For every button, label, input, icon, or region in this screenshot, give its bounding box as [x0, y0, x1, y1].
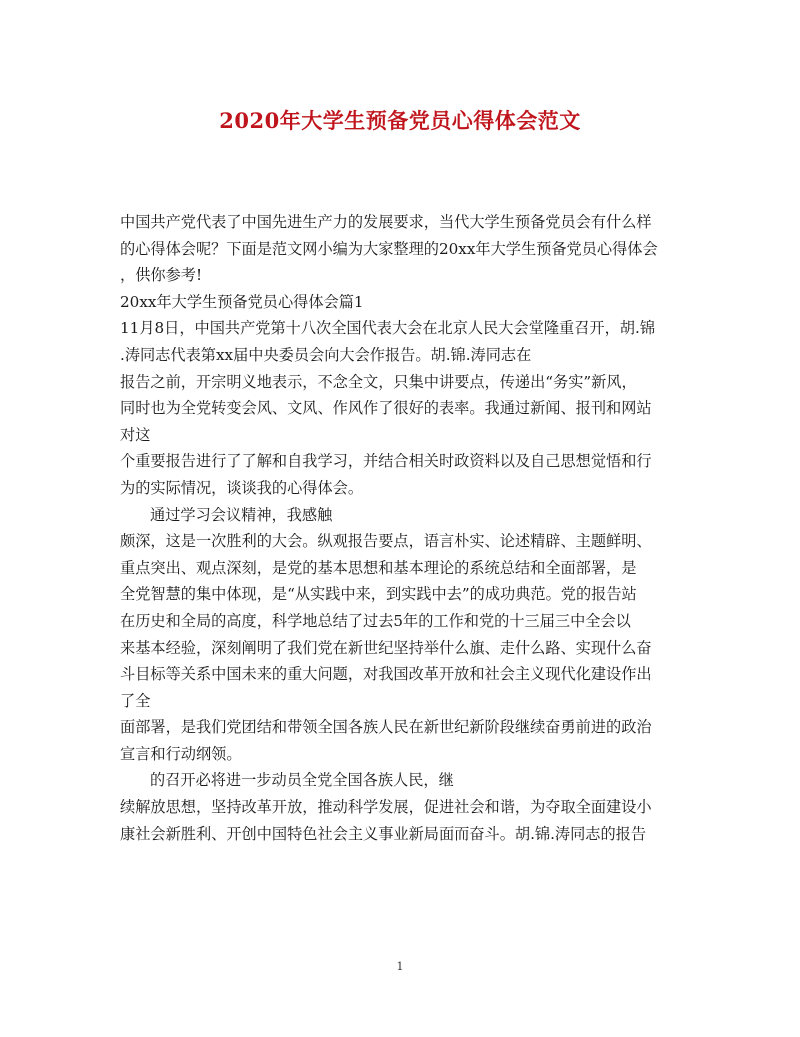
page-number: 1 — [396, 960, 404, 973]
text-line: 通过学习会议精神，我感触 — [150, 505, 333, 524]
text-line: 来基本经验，深刻阐明了我们党在新世纪坚持举什么旗、走什么路、实现什么奋 — [120, 638, 652, 657]
text-line: 同时也为全党转变会风、文风、作风作了很好的表率。我通过新闻、报刊和网站 — [120, 399, 652, 418]
text-line: 11月8日，中国共产党第十八次全国代表大会在北京人民大会堂隆重召开，胡.锦 — [120, 319, 656, 338]
text-line: 对这 — [120, 425, 151, 444]
document-body — [120, 209, 680, 847]
text-line: 面部署，是我们党团结和带领全国各族人民在新世纪新阶段继续奋勇前进的政治 — [120, 718, 652, 737]
text-line: 宣言和行动纲领。 — [120, 744, 242, 763]
text-line: 重点突出、观点深刻，是党的基本思想和基本理论的系统总结和全面部署，是 — [120, 558, 637, 577]
document-title: 2020年大学生预备党员心得体会范文 — [219, 108, 581, 133]
text-line: 的召开必将进一步动员全党全国各族人民，继 — [150, 771, 454, 790]
text-line: 了全 — [120, 691, 151, 710]
section-heading: 20xx年大学生预备党员心得体会篇1 — [120, 292, 364, 311]
text-line: ，供你参考! — [120, 266, 203, 285]
text-line: 中国共产党代表了中国先进生产力的发展要求，当代大学生预备党员会有什么样 — [120, 213, 652, 231]
text-line: 在历史和全局的高度，科学地总结了过去5年的工作和党的十三届三中全会以 — [120, 611, 631, 630]
text-line: 康社会新胜利、开创中国特色社会主义事业新局面而奋斗。胡.锦.涛同志的报告 — [120, 824, 647, 843]
text-line: .涛同志代表第xx届中央委员会向大会作报告。胡.锦.涛同志在 — [120, 345, 532, 364]
text-line: 全党智慧的集中体现，是“从实践中来，到实践中去”的成功典范。党的报告站 — [120, 585, 637, 604]
text-line: 报告之前，开宗明义地表示，不念全文，只集中讲要点，传递出“务实”新风， — [120, 372, 637, 391]
text-line: 的心得体会呢？下面是范文网小编为大家整理的20xx年大学生预备党员心得体会 — [120, 239, 658, 258]
text-line: 续解放思想，坚持改革开放，推动科学发展，促进社会和谐，为夺取全面建设小 — [120, 798, 652, 817]
text-line: 为的实际情况，谈谈我的心得体会。 — [120, 478, 363, 497]
text-line: 颇深，这是一次胜利的大会。纵观报告要点，语言朴实、论述精辟、主题鲜明、 — [120, 532, 652, 551]
text-line: 斗目标等关系中国未来的重大问题，对我国改革开放和社会主义现代化建设作出 — [120, 665, 652, 684]
text-line: 个重要报告进行了了解和自我学习，并结合相关时政资料以及自己思想觉悟和行 — [120, 452, 652, 471]
